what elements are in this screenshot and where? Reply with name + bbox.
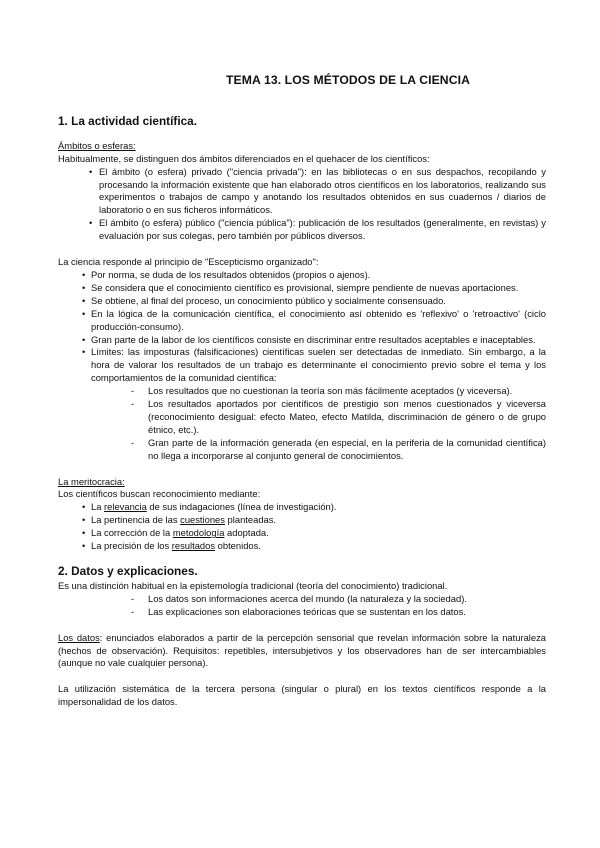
ambitos-list [58, 166, 546, 243]
escepticismo-list [58, 269, 546, 463]
section-1-heading: 1. La actividad científica. [58, 113, 197, 128]
list-item: • Se considera que el conocimiento científico es provisional, siempre pendiente de nuevas aportaciones. [58, 282, 546, 295]
list-item: • La precisión de los resultados obtenidos. [58, 540, 546, 553]
list-item: • La corrección de la metodología adoptada. [58, 527, 546, 540]
datos-paragraph [58, 632, 546, 671]
meritocracia-label [58, 476, 546, 489]
ambitos-intro: Habitualmente, se distinguen dos ámbitos diferenciados en el quehacer de los científicos: [58, 152, 430, 164]
page-title: TEMA 13. LOS MÉTODOS DE LA CIENCIA [225, 73, 470, 87]
tercera-persona-paragraph: La utilización sistemática de la tercera persona (singular o plural) en los textos científicos responde a la impersonalidad de los datos. [58, 683, 546, 708]
list-item: • Se obtiene, al final del proceso, un conocimiento público y socialmente consensuado. [58, 295, 546, 308]
datos-term: Los datos [58, 631, 100, 643]
sub-list-item: - Los datos son informaciones acerca del mundo (la naturaleza y la sociedad). [58, 593, 546, 606]
list-item-limites [58, 346, 546, 462]
escepticismo-intro: La ciencia responde al principio de "Escepticismo organizado": [58, 256, 319, 268]
sub-list-item: - Los resultados aportados por científicos de prestigio son menos cuestionados y viceversa (reconocimiento desigual: efecto Mateo, efecto Matilda, discriminación de género o de grupo étnico, etc.). [91, 398, 546, 437]
datos-definition: : enunciados elaborados a partir de la percepción sensorial que revelan información sobre la naturaleza (hechos de observación). Requisitos: repetibles, intersubjetivos y los observadores han de ser intercambiables (aunque no vale cualquier persona). [58, 631, 546, 669]
meritocracia-intro: Los científicos buscan reconocimiento mediante: [58, 488, 261, 500]
list-item: • En la lógica de la comunicación científica, el conocimiento así obtenido es 'reflexivo' o 'retroactivo' (ciclo producción-consumo). [58, 308, 546, 334]
meritocracia-list [58, 501, 546, 553]
keyword-relevancia: relevancia [104, 501, 147, 513]
keyword-resultados: resultados [171, 540, 216, 552]
list-item: • Gran parte de la labor de los científicos consiste en discriminar entre resultados aceptables e inaceptables. [58, 334, 546, 347]
datos-explicaciones-list [58, 593, 546, 619]
list-item: • La pertinencia de las cuestiones planteadas. [58, 514, 546, 527]
list-item: • La relevancia de sus indagaciones (línea de investigación). [58, 501, 546, 514]
list-item: • El ámbito (o esfera) público ("ciencia pública"): publicación de los resultados (generalmente, en revistas) y evaluación por sus colegas, pero también por públicos diversos. [58, 217, 546, 243]
sub-list-item: - Las explicaciones son elaboraciones teóricas que se sustentan en los datos. [58, 606, 546, 619]
keyword-metodologia: metodología [172, 527, 225, 539]
limites-sublist [91, 385, 546, 462]
meritocracia-label-text: La meritocracia: [58, 475, 125, 487]
keyword-cuestiones: cuestiones [180, 514, 225, 526]
section-2-heading: 2. Datos y explicaciones. [58, 564, 198, 578]
limites-text: Límites: las imposturas (falsificaciones) científicas suelen ser detectadas de inmediato. Sin embargo, a la hora de valorar los resultados de un trabajo es determinante el conocimiento previo sobre el tema y los comportamientos de la comunidad científica: [91, 346, 546, 384]
list-item: • Por norma, se duda de los resultados obtenidos (propios o ajenos). [58, 269, 546, 282]
sub-list-item: - Gran parte de la información generada (en especial, en la periferia de la comunidad científica) no llega a incorporarse al conjunto general de conocimientos. [91, 437, 546, 463]
ambitos-label-text: Ámbitos o esferas: [58, 139, 136, 151]
list-item: • El ámbito (o esfera) privado ("ciencia privada"): en las bibliotecas o en sus despachos, recopilando y procesando la información existente que han elaborado otros científicos en los laboratorios, realizando sus experimentos o trabajos de campo y anotando los resultados obtenidos en sus cuadernos / diarios de laboratorio o en sus ficheros informáticos. [58, 166, 546, 218]
ambitos-label [58, 140, 546, 153]
sub-list-item: - Los resultados que no cuestionan la teoría son más fácilmente aceptados (y viceversa). [91, 385, 546, 398]
section-2-intro: Es una distinción habitual en la epistemología tradicional (teoría del conocimiento) tradicional. [58, 579, 448, 591]
